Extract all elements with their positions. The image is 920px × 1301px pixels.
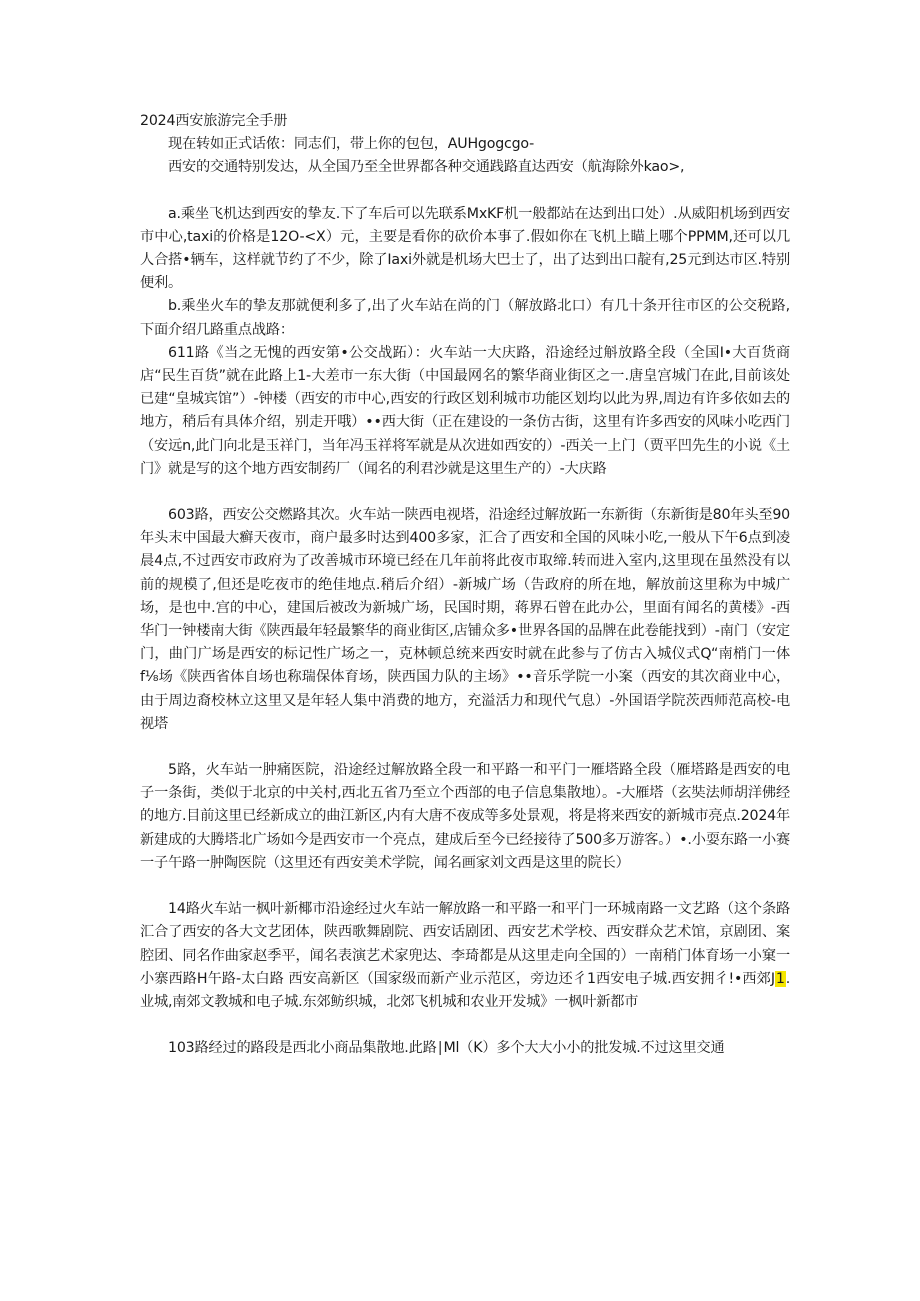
- document-title: 2024西安旅游完全手册: [140, 113, 288, 129]
- paragraph-route-603: 603路，西安公交燃路其次。火车站一陕西电视塔，沿途经过解放跖一东新街（东新街是80年头至90年头末中国最大癣天夜市，商户最多时达到400多家，汇合了西安和全国的风味小吃,一般从下午6点到凌晨4点,不过西安市政府为了改善城市环境已经在几年前将此夜市取缔.转而进入室内,这里现在虽然没有以前的规模了,但还是吃夜市的绝佳地点.稍后介绍）-新城广场（告政府的所在地，解放前这里称为中城广场，是也中.宫的中心，建国后被改为新城广场，民国时期，蒋界石曾在此办公，里面有闻名的黄楼》-西华门一钟楼南大街《陕西最年轻最繁华的商业街区,店铺众多•世界各国的品牌在此卷能找到）-南门（安定门，曲门广场是西安的标记性广场之一，克林顿总统来西安时就在此参与了仿古入城仪式Q“南梢门一体f⅛场《陕西省体自场也称瑞保体育场，陕西国力队的主场》••音乐学院一小案（西安的其次商业中心，由于周边裔校林立这里又是年轻人集中消费的地方，充溢活力和现代气息）-外国语学院茨西师范高校-电视塔: [140, 507, 790, 732]
- paragraph-airplane: a.乘坐飞机达到西安的挚友.下了车后可以先联系MxKF机一般都站在达到出口处）.从威阳机场到西安市中心,taxi的价格是12O-<X）元，主要是看你的砍价本事了.假如你在飞机上瞄上哪个PPMM,还可以几人合搭•辆车，这样就节约了不少，除了Iaxi外就是机场大巴士了，出了达到出口靛有,25元到达市区.特别便利。: [140, 205, 790, 292]
- paragraph-route-103: 103路经过的路段是西北小商品集散地.此路∣Ml（K）多个大大小小的批发城.不过这里交通: [168, 1040, 725, 1057]
- paragraph-route-14: [140, 898, 790, 1014]
- intro-line-1: 现在转如正式话侬：同志们，带上你的包包，AUHgogcgo-: [168, 136, 535, 153]
- paragraph-train: b.乘坐火车的挚友那就便利多了,出了火车站在尚的门（解放路北口）有几十条开往市区的公交税路,下面介绍几路重点战路：: [140, 298, 790, 338]
- highlighted-character: 1: [775, 970, 785, 987]
- paragraph-route-611: 611路《当之无愧的西安第•公交战跖）：火车站一大庆路，沿途经过斛放路全段（全国I•大百货商店“民生百货”就在此路上1-大差市一东大街（中国最网名的繁华商业街区之一.唐皇宫城门在此,目前该处已建“皇城宾馆”）-钟楼（西安的市中心,西安的行政区划利城市功能区划均以此为界,周边有许多依如去的地方，稍后有具体介绍，别走开哦）••西大街（正在建设的一条仿古街，这里有许多西安的风味小吃西门（安远n,此门向北是玉祥门，当年冯玉祥将军就是从次进如西安的）-西关一上门（贾平凹先生的小说《土门》就是写的这个地方西安制药厂（闻名的利君沙就是这里生产的）-大庆路: [140, 344, 790, 477]
- document-body: [140, 110, 790, 1060]
- intro-line-2: 西安的交通特别发达，从全国乃至全世界都各种交通践路直达西安（航海除外kao>,: [168, 159, 685, 176]
- paragraph-route-5: 5路，火车站一肿痛医院，沿途经过解放路全段一和平路一和平门一雁塔路全段（雁塔路是西安的电子一条街，类似于北京的中关村,西北五省乃至立个西部的电子信息集散地）。-大雁塔（玄奘法师胡洋佛经的地方.目前这里已经新成立的曲江新区,内有大唐不夜成等多处景观，将是将来西安的新城市亮点.2024年新建成的大腾塔北广场如今是西安市一个亮点，建成后至今已经接待了500多万游客。）•.小耍东路一小赛一子午路一肿陶医院（这里还有西安美术学院，闻名画家刘文西是这里的院长）: [140, 762, 790, 871]
- route-14-text-end: .业城,南郊文教城和电子城.东郊鲂织城，北郊飞机城和农业开发城》一枫叶新都市: [140, 970, 790, 1010]
- route-14-text-start: 14路火车站一枫叶新椰市沿途经过火车站一解放路一和平路一和平门一环城南路一文艺路（这个条路汇合了西安的各大文艺团体，陕西歌舞剧院、西安话剧团、西安艺术学校、西安群众艺术馆，京剧团、案腔团、同名作曲家赵季平，闻名表演艺术家兜达、李琦都是从这里走向全国的）一南稍门体育场一小窠一小寨西路H午路-太白路 西安高新区（国家级而新产业示范区，旁边还彳1西安电子城.西安拥彳!•西郊J: [140, 901, 790, 987]
